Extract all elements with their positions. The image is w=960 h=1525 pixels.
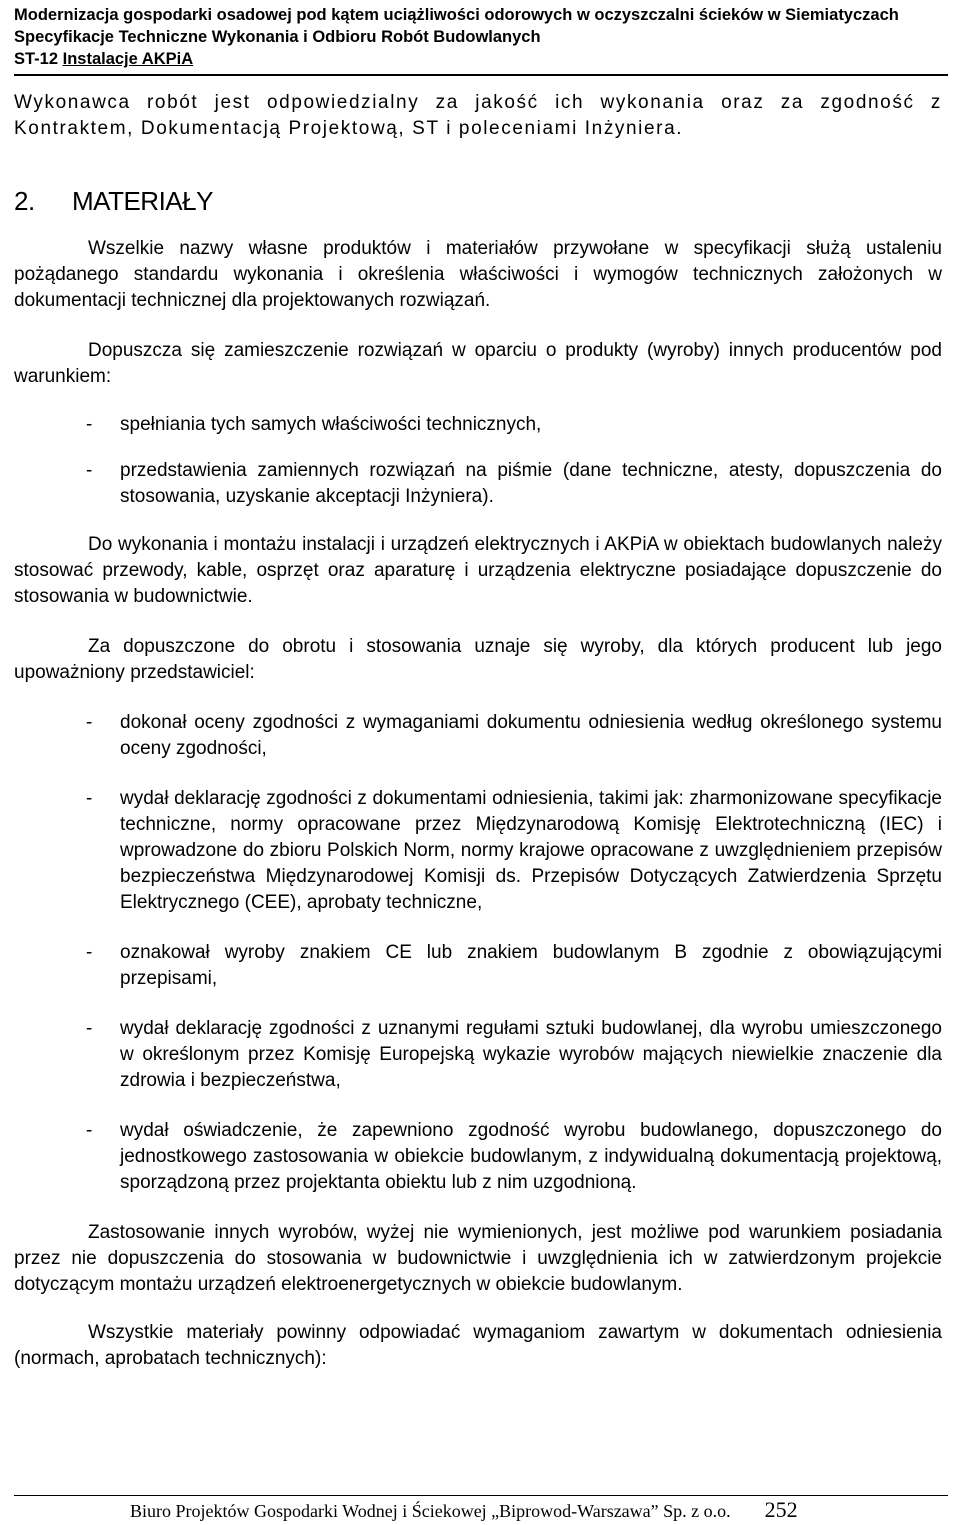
document-footer (130, 1498, 798, 1523)
paragraph-electrical: Do wykonania i montażu instalacji i urządzeń elektrycznych i AKPiA w obiektach budowlanych należy stosować przewody, kable, osprzęt oraz aparaturę i urządzenia elektryczne posiadające dopuszczenie do stosowania w budownictwie. (14, 534, 942, 607)
section-heading (14, 186, 942, 216)
spec-section-title: Instalacje AKPiA (62, 50, 194, 68)
paragraph-requirements: Wszystkie materiały powinny odpowiadać wymaganiom zawartym w dokumentach odniesienia (normach, aprobatach technicznych): (14, 1322, 942, 1369)
paragraph-alternatives: Dopuszcza się zamieszczenie rozwiązań w oparciu o produkty (wyroby) innych producentów pod warunkiem: (14, 340, 942, 387)
list-conditions (14, 412, 942, 510)
paragraph-naming: Wszelkie nazwy własne produktów i materiałów przywołane w specyfikacji służą ustaleniu pożądanego standardu wykonania i określenia właściwości i wymogów technicznych założonych w dokumentacji technicznej dla projektowanych rozwiązań. (14, 238, 942, 311)
document-body (14, 90, 942, 1372)
spec-code: ST-12 (14, 50, 63, 68)
section-title: MATERIAŁY (72, 186, 213, 216)
list-item: - oznakował wyroby znakiem CE lub znakiem budowlanym B zgodnie z obowiązującymi przepisami, (86, 942, 942, 989)
header-divider (14, 74, 948, 76)
paragraph-other-products: Zastosowanie innych wyrobów, wyżej nie wymienionych, jest możliwe pod warunkiem posiadania przez nie dopuszczenia do stosowania w budownictwie i uwzględnienia ich w zatwierdzonym projekcie dotyczącym montażu urządzeń elektroenergetycznych w obiekcie budowlanym. (14, 1222, 942, 1295)
list-item: - wydał oświadczenie, że zapewniono zgodność wyrobu budowlanego, dopuszczonego do jednostkowego zastosowania w obiekcie budowlanym, z indywidualną dokumentacją projektową, sporządzoną przez projektanta obiektu lub z nim uzgodnioną. (86, 1120, 942, 1193)
paragraph-approved: Za dopuszczone do obrotu i stosowania uznaje się wyroby, dla których producent lub jego upoważniony przedstawiciel: (14, 636, 942, 683)
document-header (14, 4, 948, 70)
section-code (14, 48, 948, 70)
list-producer-actions (14, 710, 942, 1196)
section-number: 2. (14, 186, 35, 216)
project-title: Modernizacja gospodarki osadowej pod kątem uciążliwości odorowych w oczyszczalni ścieków w Siemiatyczach (14, 6, 899, 24)
list-item: - dokonał oceny zgodności z wymaganiami dokumentu odniesienia według określonego systemu oceny zgodności, (86, 712, 942, 759)
list-item: - wydał deklarację zgodności z dokumentami odniesienia, takimi jak: zharmonizowane specyfikacje techniczne, normy opracowane przez Międzynarodową Komisję Elektrotechniczną (IEC) i wprowadzone do zbioru Polskich Norm, normy krajowe opracowane z uwzględnieniem przepisów bezpieczeństwa Międzynarodowej Komisji ds. Przepisów Dotyczących Zatwierdzenia Sprzętu Elektrycznego (CEE), aprobaty techniczne, (86, 788, 942, 913)
list-item: - spełniania tych samych właściwości technicznych, (86, 414, 542, 435)
spec-title: Specyfikacje Techniczne Wykonania i Odbioru Robót Budowlanych (14, 28, 541, 46)
footer-divider (14, 1495, 948, 1496)
footer-company: Biuro Projektów Gospodarki Wodnej i Ściekowej „Biprowod-Warszawa” Sp. z o.o. (130, 1501, 731, 1521)
list-item: - wydał deklarację zgodności z uznanymi regułami sztuki budowlanej, dla wyrobu umieszczonego w określonym przez Komisję Europejską wykazie wyrobów mających niewielkie znaczenie dla zdrowia i bezpieczeństwa, (86, 1018, 942, 1091)
intro-paragraph: Wykonawca robót jest odpowiedzialny za jakość ich wykonania oraz za zgodność z Kontraktem, Dokumentacją Projektową, ST i poleceniami Inżyniera. (14, 92, 942, 139)
list-item: - przedstawienia zamiennych rozwiązań na piśmie (dane techniczne, atesty, dopuszczenia do stosowania, uzyskanie akceptacji Inżyniera). (86, 460, 942, 507)
page-number: 252 (764, 1497, 798, 1522)
